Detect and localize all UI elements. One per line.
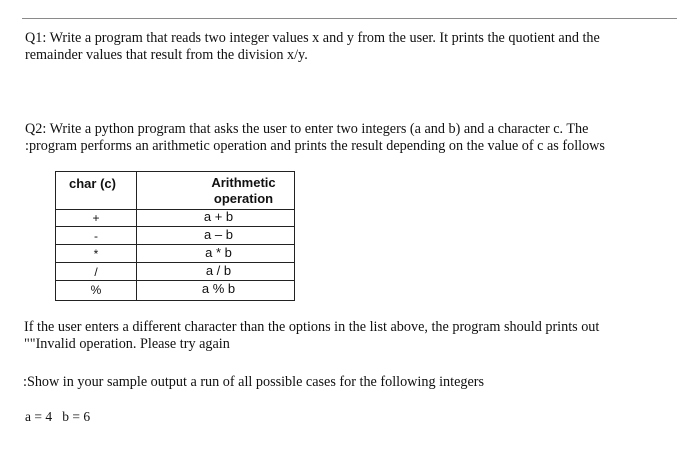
row-expression: a / b [205,263,232,278]
integer-values [25,408,90,425]
row-expression: a + b [203,209,234,224]
operations-table [55,171,295,301]
row-char: / [94,265,98,279]
table-row [56,263,294,281]
question-1 [25,30,600,64]
invalid-instruction-line-2: ""Invalid operation. Please try again [24,336,230,352]
table-row [56,227,294,245]
row-expression: a % b [201,281,236,296]
row-char: - [94,229,98,243]
invalid-instruction-line-1: If the user enters a different character than the options in the list above, the program should prints out [24,319,600,335]
header-char: char (c) [69,176,116,191]
question-2 [25,121,605,155]
header-operation-line-2: operation [213,191,274,206]
question-1-line-1: Q1: Write a program that reads two integer values x and y from the user. It prints the quotient and the [25,30,600,46]
show-instruction [23,374,484,391]
header-operation-line-1: Arithmetic [211,175,276,190]
question-2-line-2: :program performs an arithmetic operation and prints the result depending on the value of c as follows [25,138,605,154]
top-divider [22,18,677,19]
question-2-line-1: Q2: Write a python program that asks the user to enter two integers (a and b) and a character c. The [25,121,589,137]
header-operation [196,175,291,207]
table-row [56,209,294,227]
invalid-instruction [24,319,599,353]
row-char: % [90,283,102,297]
table-row [56,281,294,299]
row-char: * [93,247,99,261]
row-expression: a * b [205,245,232,260]
integer-values-text: a = 4 b = 6 [25,409,91,424]
table-row [56,245,294,263]
row-expression: a – b [204,227,233,242]
show-instruction-line-1: :Show in your sample output a run of all possible cases for the following integers [23,374,485,390]
row-char: + [92,211,100,225]
question-1-line-2: remainder values that result from the division x/y. [25,47,308,63]
